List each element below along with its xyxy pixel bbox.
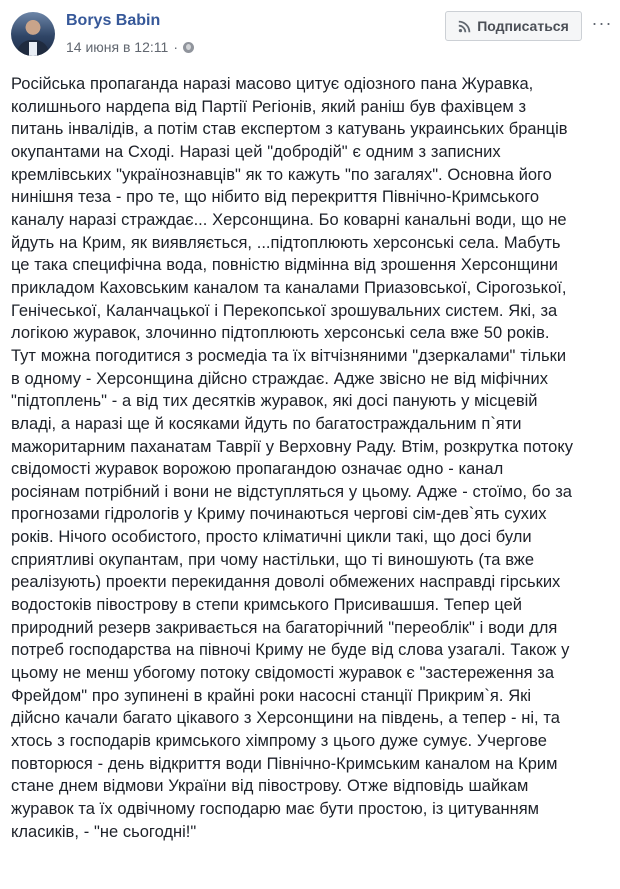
post-text-line: кремлівських "українознавців" як то кажуть "по загалях". Основна його [11,165,552,184]
post-text-line: окупантами на Сході. Наразі цей "добродій" є одним з записних [11,142,501,161]
post-text-line: Фрейдом" про зупинені в крайні роки насосні станції Прикрим`я. Які [11,686,531,705]
post-timestamp[interactable]: 14 июня в 12:11 [66,39,169,55]
post-text-line: це така специфічна вода, повністю відмінна від зрошення Херсонщини [11,256,559,275]
subscribe-label: Подписаться [477,18,569,34]
post-text-line: потреб господарства на півночі Криму не буде від слова узагалі. Також у [11,641,570,660]
post-text-line: прикладом Каховським каналом та каналами Приазовської, Сірогозької, [11,278,567,297]
post-text-line: Російська пропаганда наразі масово цитує одіозного пана Журавка, [11,75,534,93]
post-text-line: мажоритарним паханатам Таврії у Верховну Раду. Втім, розкрутка потоку [11,437,573,456]
avatar-shirt [29,42,37,56]
rss-icon [458,20,471,33]
post-text-line: стане днем відмови України від півострову. Отже відповідь шайкам [11,777,529,796]
post-text-line: цьому не менш убогому потоку свідомості журавок є "застереження за [11,664,555,683]
globe-icon[interactable] [183,42,194,53]
post-text-line: свідомості журавок ворожою пропагандою означає одно - канал [11,460,504,479]
author-name[interactable]: Borys Babin [66,12,161,29]
post-text-line: прогнозами гідрологів у Криму починаються чергові сім-дев`ять сухих [11,505,547,524]
meta-separator: · [173,39,178,55]
avatar[interactable] [11,12,55,56]
post-text-line: владі, а наразі ще й косяками йдуть по багатостраждальним п`яти [11,414,522,433]
post-text-line: природний резерв закривається на багаторічний "переоблік" і води для [11,618,558,637]
post-text-line: росіянам потрібний і вони не відступляться у цьому. Адже - стоїмо, бо за [11,482,572,501]
post-body [11,73,611,843]
post-text-line: сприятливі окупантам, при чому настільки, що ті виношують (та вже [11,550,535,569]
more-icon[interactable]: ··· [591,12,613,33]
post-text-line: років. Нічого особистого, просто кліматичні цикли такі, що досі були [11,528,532,547]
post-header [0,0,620,72]
post-text-line: класиків, - "не сьогодні!" [11,822,197,841]
post-text-line: йдуть на Крим, як виявляється, ...підтоплюють херсонські села. Мабуть [11,233,561,252]
post-text-line: водостоків півострову в степи кримського Присивашшя. Тепер цей [11,596,522,615]
post-text-line: "підтоплень" - а від тих десятків журавок, які досі панують у місцевій [11,392,538,411]
post-text-line: Генічеської, Каланчацької і Перекопської зрошувальних систем. Які, за [11,301,558,320]
post-text-line: каналу наразі страждає... Херсонщина. Бо коварні канальні води, що не [11,210,567,229]
post-text-line: в одному - Херсонщина дійсно страждає. Адже звісно не від міфічних [11,369,548,388]
post-text-line: питань інвалідів, а потім став експертом з катувань украинських бранців [11,120,568,139]
post-text-line: журавок та їх одвічному господарю має бути простою, із цитуванням [11,800,540,818]
post-text-line: повторюся - день відкриття води Північно-Кримським каналом на Крим [11,754,558,773]
post-text-line: Тут можна погодитися з росмедіа та їх вітчізняними "дзеркалами" тільки [11,346,567,365]
post-text-line: логікою журавок, злочинно підтоплюють херсонські села вже 50 років. [11,324,550,343]
post-text-line: колишнього нардепа від Партії Регіонів, який раніш був фахівцем з [11,97,527,116]
post-text-line: дійсно качали багато цікавого з Херсонщини на південь, а тепер - ні, та [11,709,560,728]
post-text-line: хтось з господарів кримського хімпрому з цього дуже сумує. Учергове [11,732,547,751]
post-text-line: реалізують) проекти перекидання доволі обмежених насправді гірських [11,573,561,592]
subscribe-button[interactable] [445,11,582,41]
post-text-line: нинішня теза - про те, що нібито від перекриття Північно-Кримського [11,188,540,207]
post-meta [66,39,194,55]
